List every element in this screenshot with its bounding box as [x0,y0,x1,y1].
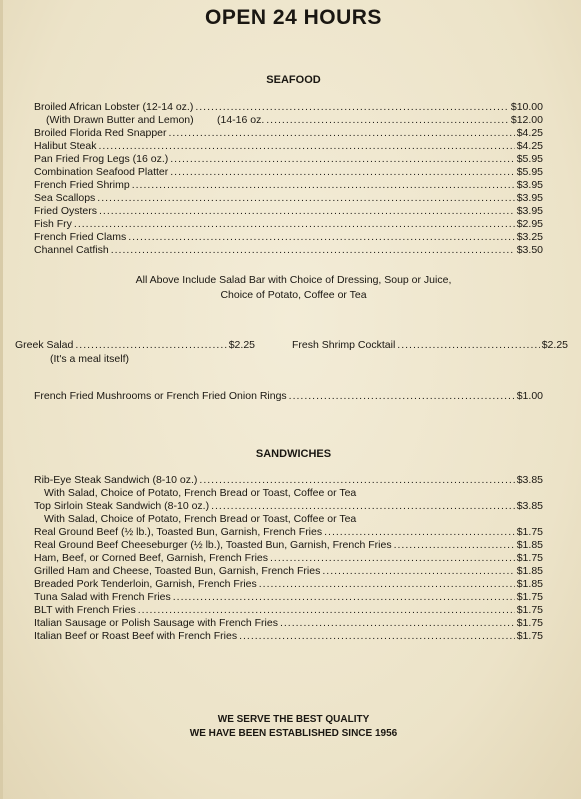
menu-item: Channel Catfish ..... $3.50 [34,244,543,257]
seafood-note-line2: Choice of Potato, Coffee or Tea [220,289,367,301]
item-note: With Salad, Choice of Potato, French Bread or Toast, Coffee or Tea [44,487,357,499]
seafood-note-line1: All Above Include Salad Bar with Choice of Dressing, Soup or Juice, [135,274,452,286]
menu-item: Fish Fry ..... $2.95 [34,218,543,231]
greek-salad-note: (It's a meal itself) [50,353,130,365]
menu-item: French Fried Mushrooms or French Fried Onion Rings ..... $1.00 [34,390,543,403]
menu-item: Real Ground Beef (½ lb.), Toasted Bun, Garnish, French Fries ..... $1.75 [34,526,543,539]
menu-item: Tuna Salad with French Fries ..... $1.75 [34,591,543,604]
sandwiches-heading: SANDWICHES [255,448,332,460]
menu-item: Real Ground Beef Cheeseburger (½ lb.), Toasted Bun, Garnish, French Fries ..... $1.85 [34,539,543,552]
seafood-heading: SEAFOOD [266,74,321,86]
shrimp-cocktail-block [292,339,568,352]
menu-item: French Fried Clams ..... $3.25 [34,231,543,244]
menu-item: Pan Fried Frog Legs (16 oz.) ..... $5.95 [34,153,543,166]
menu-item: BLT with French Fries ..... $1.75 [34,604,543,617]
menu-item: Grilled Ham and Cheese, Toasted Bun, Garnish, French Fries ..... $1.85 [34,565,543,578]
menu-item: Broiled African Lobster (12-14 oz.) ..... $10.00 [34,101,543,114]
menu-item: Breaded Pork Tenderloin, Garnish, French Fries ..... $1.85 [34,578,543,591]
menu-item: Sea Scallops ..... $3.95 [34,192,543,205]
menu-item: Broiled Florida Red Snapper ..... $4.25 [34,127,543,140]
seafood-list [34,101,543,257]
menu-item: Fresh Shrimp Cocktail ..... $2.25 [292,339,568,352]
menu-item: Combination Seafood Platter ..... $5.95 [34,166,543,179]
menu-item: Fried Oysters ..... $3.95 [34,205,543,218]
page-title: OPEN 24 HOURS [205,6,382,29]
footer-line1: WE SERVE THE BEST QUALITY [217,714,370,725]
greek-salad-block [15,339,255,366]
menu-item: Rib-Eye Steak Sandwich (8-10 oz.) ..... $3.85 [34,474,543,487]
menu-item: Halibut Steak ..... $4.25 [34,140,543,153]
menu-item: Italian Sausage or Polish Sausage with French Fries ..... $1.75 [34,617,543,630]
mushrooms-block [34,390,543,403]
sandwich-list [34,474,543,643]
item-note: With Salad, Choice of Potato, French Bread or Toast, Coffee or Tea [44,513,357,525]
footer-line2: WE HAVE BEEN ESTABLISHED SINCE 1956 [189,728,398,739]
menu-item: French Fried Shrimp ..... $3.95 [34,179,543,192]
menu-item: Ham, Beef, or Corned Beef, Garnish, French Fries ..... $1.75 [34,552,543,565]
menu-item: Top Sirloin Steak Sandwich (8-10 oz.) ..... $3.85 [34,500,543,513]
menu-item: Greek Salad ..... $2.25 [15,339,255,352]
menu-item: (With Drawn Butter and Lemon) (14-16 oz. ..... $12.00 [34,114,543,127]
menu-item: Italian Beef or Roast Beef with French Fries ..... $1.75 [34,630,543,643]
